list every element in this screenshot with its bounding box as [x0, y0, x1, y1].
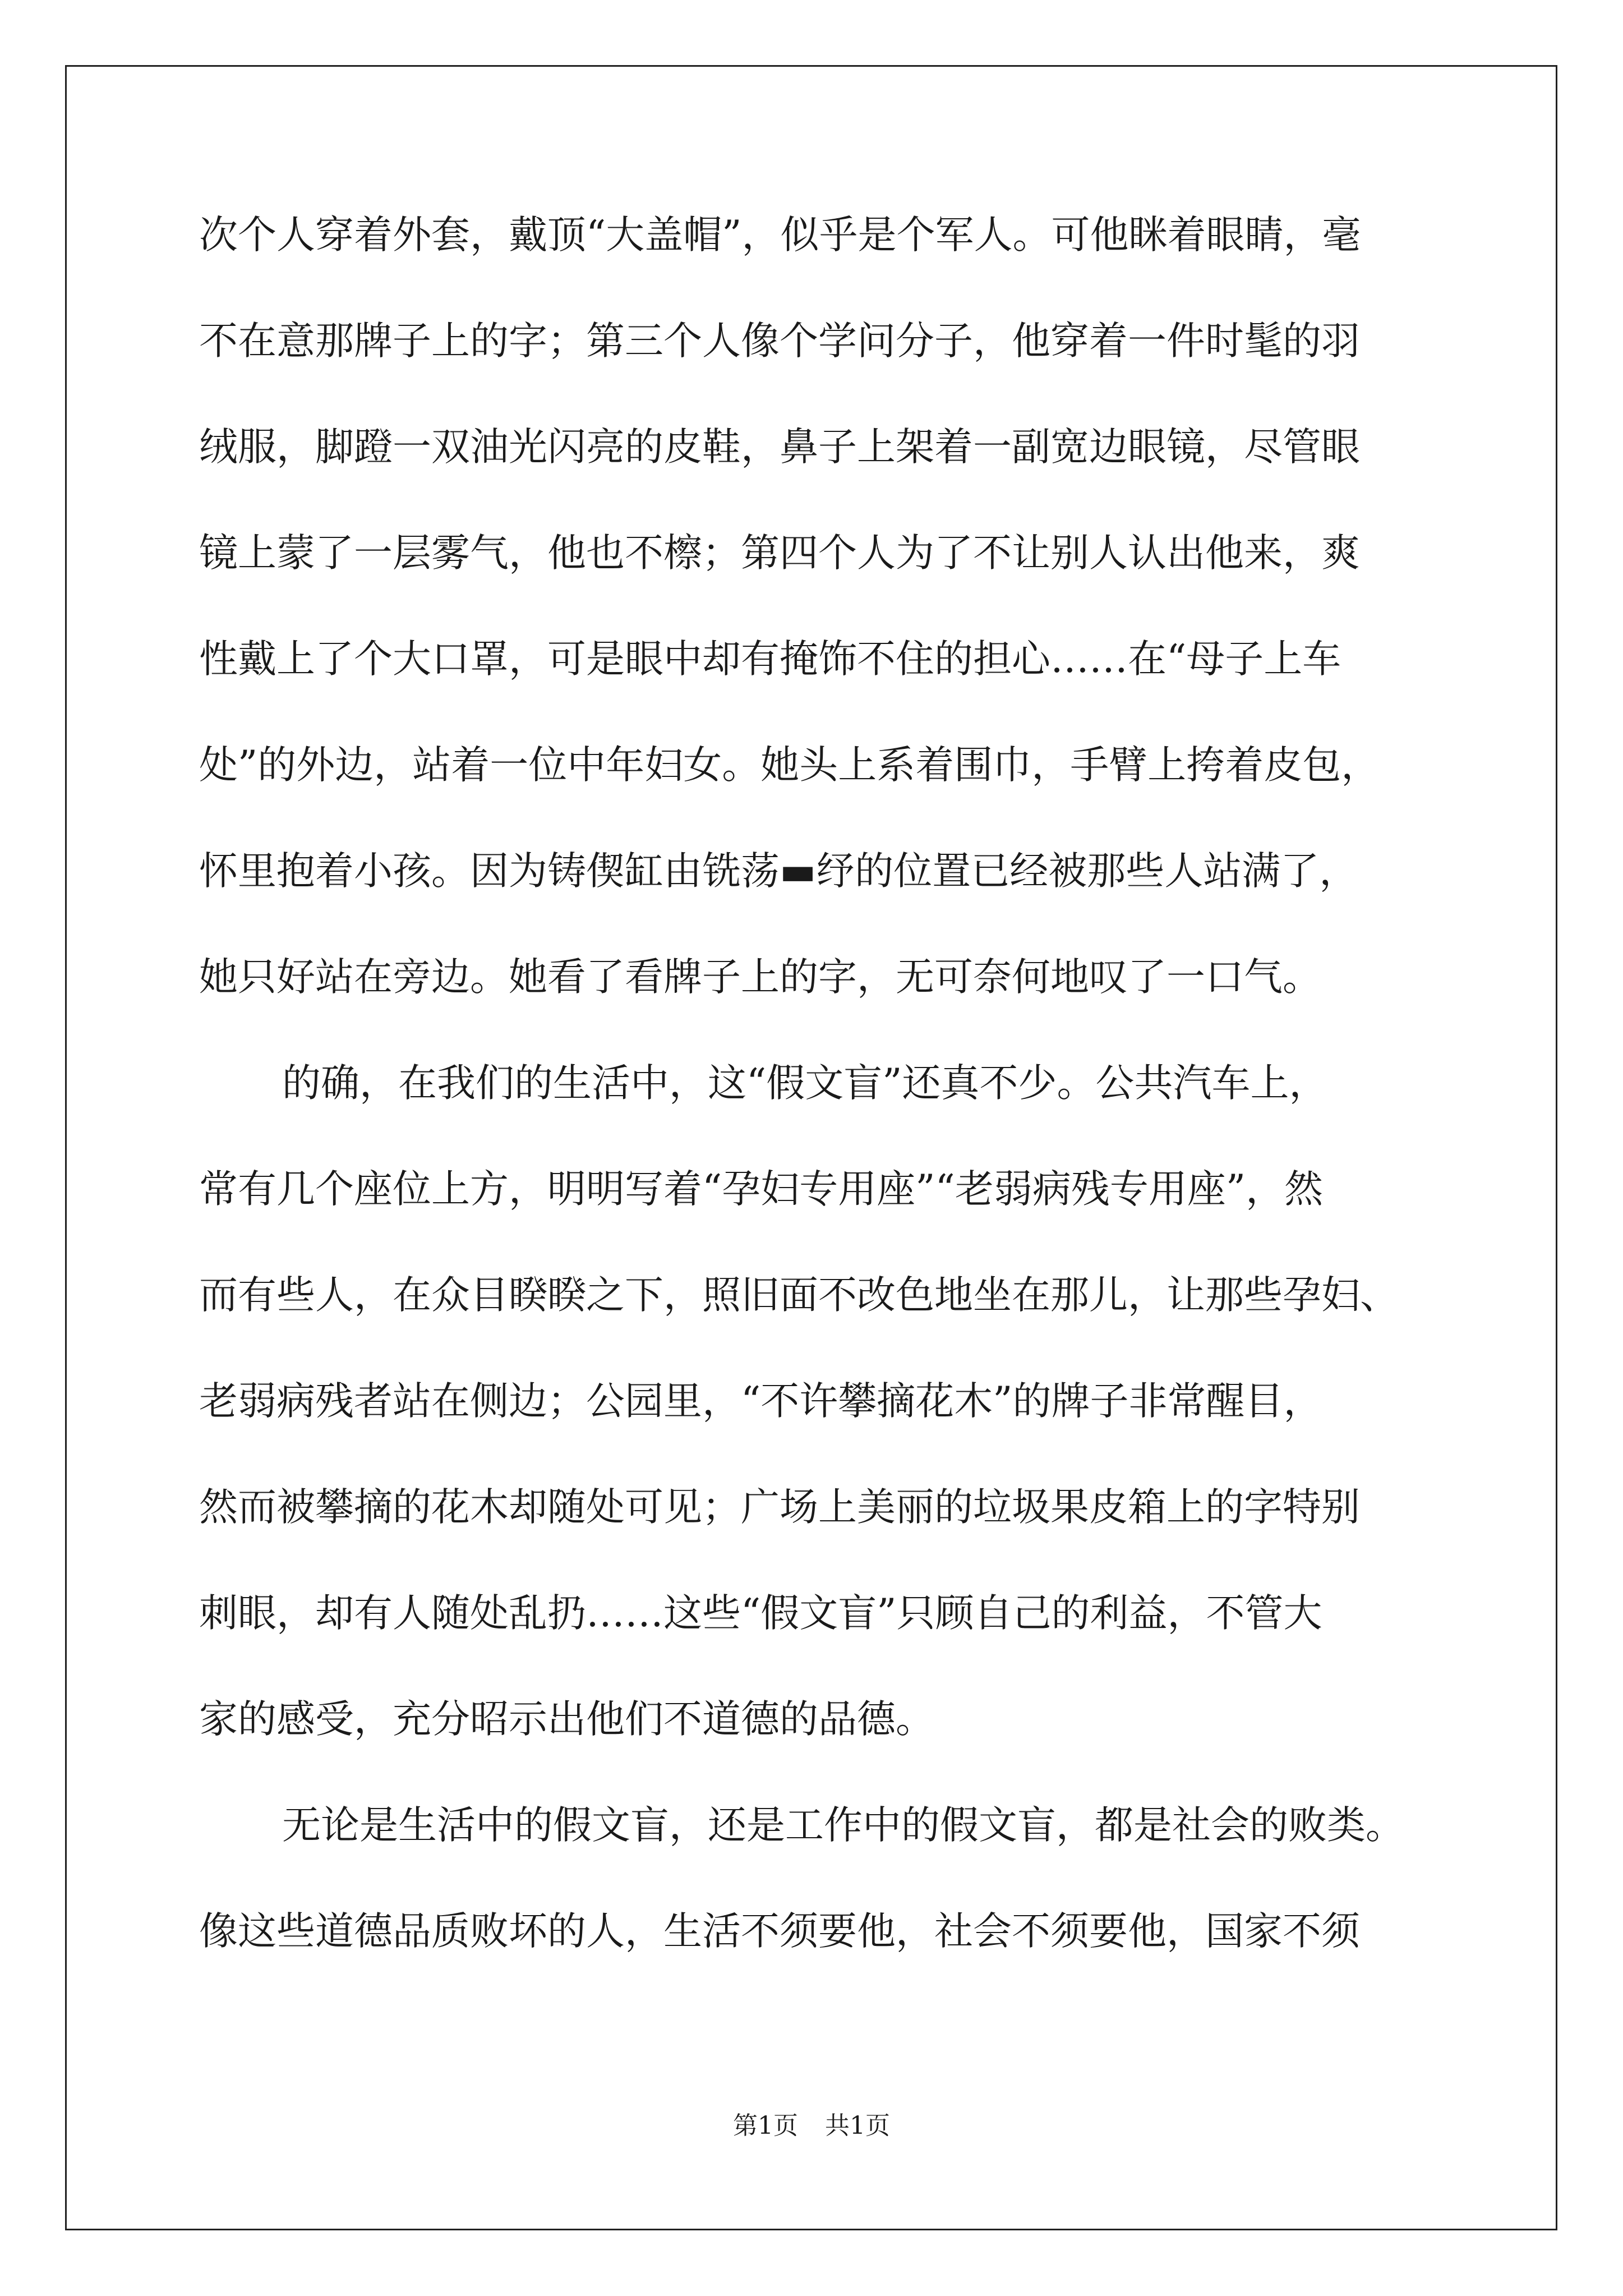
- page-total: 共1页: [825, 2111, 890, 2140]
- text-line: 而有些人，在众目睽睽之下，照旧面不改色地坐在那儿，让那些孕妇、: [199, 1273, 1399, 1318]
- text-line: 老弱病残者站在侧边；公园里，“不许攀摘花木”的牌子非常醒目，: [199, 1379, 1322, 1424]
- text-line: 家的感受，充分昭示出他们不道德的品德。: [199, 1697, 934, 1742]
- document-body: [199, 209, 1433, 2011]
- text-line: 然而被攀摘的花木却随处可见；广场上美丽的垃圾果皮箱上的字特别: [199, 1485, 1360, 1530]
- text-line: 性戴上了个大口罩，可是眼中却有掩饰不住的担心……在“母子上车: [199, 637, 1341, 682]
- text-line: 镜上蒙了一层雾气，他也不檫；第四个人为了不让别人认出他来，爽: [199, 531, 1360, 576]
- text-line: 怀里抱着小孩。因为铸偰缸由铣荡▬纾的位置已经被那些人站满了，: [199, 849, 1358, 894]
- paragraph-first-line: 无论是生活中的假文盲，还是工作中的假文盲，都是社会的败类。: [282, 1803, 1404, 1848]
- text-line: 不在意那牌子上的字；第三个人像个学问分子，他穿着一件时髦的羽: [199, 319, 1360, 364]
- text-line: 次个人穿着外套，戴顶“大盖帽”，似乎是个军人。可他眯着眼睛，毫: [199, 213, 1361, 257]
- text-line: 她只好站在旁边。她看了看牌子上的字，无可奈何地叹了一口气。: [199, 955, 1321, 1000]
- text-line: 绒服，脚蹬一双油光闪亮的皮鞋，鼻子上架着一副宽边眼镜，尽管眼: [199, 425, 1360, 470]
- page-number: 第1页: [733, 2111, 798, 2140]
- text-line: 处”的外边，站着一位中年妇女。她头上系着围巾，手臂上挎着皮包，: [199, 743, 1380, 788]
- page-footer: [0, 2110, 1623, 2142]
- text-line: 刺眼，却有人随处乱扔……这些“假文盲”只顾自己的利益，不管大: [199, 1591, 1322, 1636]
- text-line: 像这些道德品质败坏的人，生活不须要他，社会不须要他，国家不须: [199, 1909, 1360, 1954]
- paragraph-first-line: 的确，在我们的生活中，这“假文盲”还真不少。公共汽车上，: [282, 1061, 1328, 1106]
- text-line: 常有几个座位上方，明明写着“孕妇专用座”“老弱病残专用座”，然: [199, 1167, 1324, 1212]
